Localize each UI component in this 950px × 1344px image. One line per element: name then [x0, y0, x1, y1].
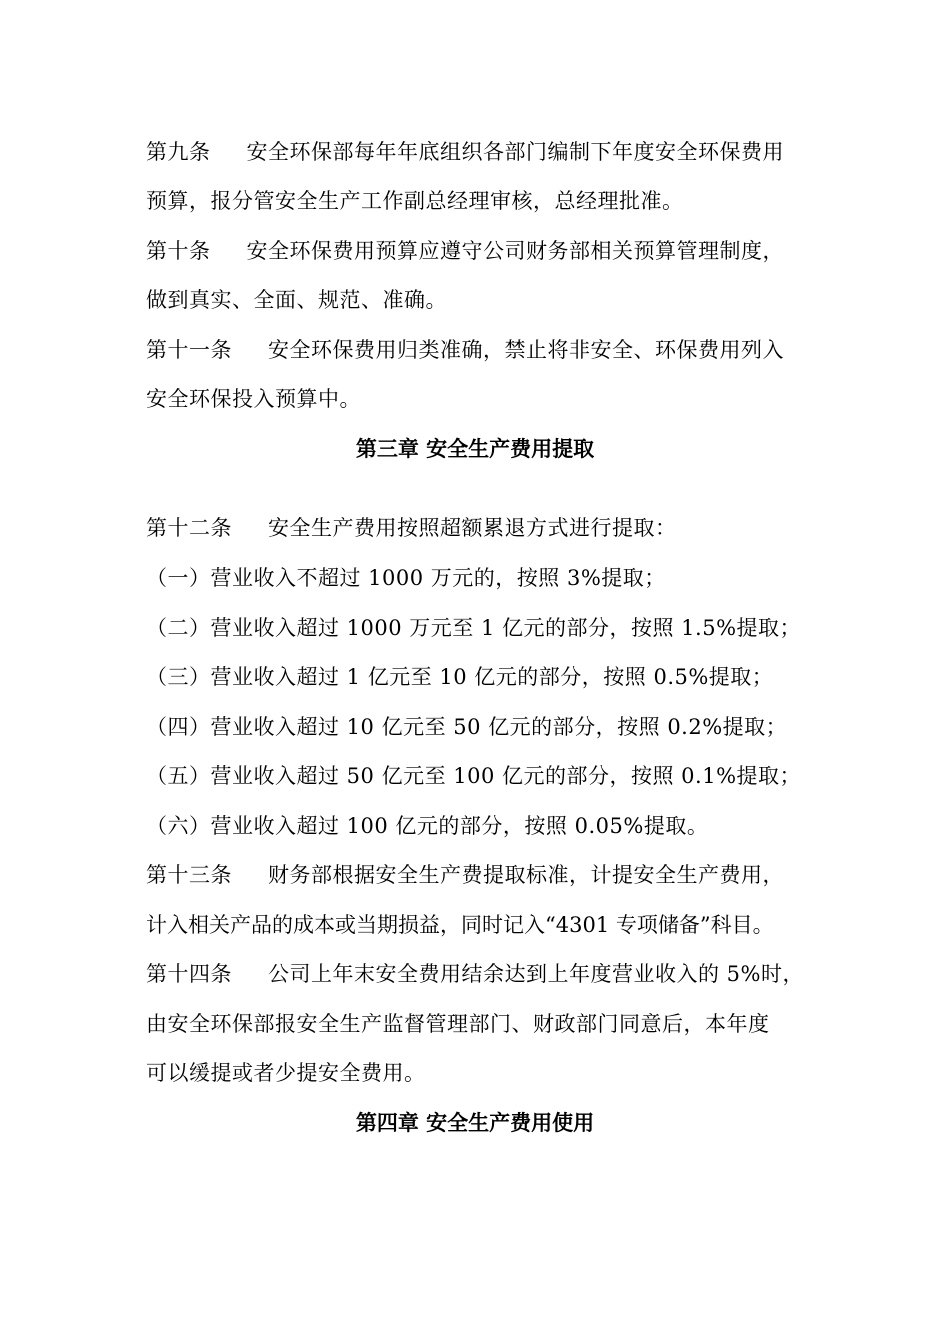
article-12-text-1: 安全生产费用按照超额累退方式进行提取：: [268, 516, 677, 540]
article-13-text-1: 财务部根据安全生产费提取标准，计提安全生产费用，: [268, 863, 784, 887]
article-12-line-1: [146, 513, 677, 543]
article-11-number: 第十一条: [146, 338, 232, 362]
article-11-line-1: [146, 335, 784, 365]
list-item-1: （一）营业收入不超过 1000 万元的，按照 3%提取；: [146, 566, 666, 590]
article-9-number: 第九条: [146, 140, 211, 164]
article-14-text-1: 公司上年末安全费用结余达到上年度营业收入的 5%时，: [268, 962, 804, 986]
article-14-line-1: [146, 959, 804, 989]
article-12-number: 第十二条: [146, 516, 232, 540]
list-item-5: （五）营业收入超过 50 亿元至 100 亿元的部分，按照 0.1%提取；: [146, 764, 802, 788]
article-10-text-1: 安全环保费用预算应遵守公司财务部相关预算管理制度，: [246, 239, 784, 263]
article-9-text-1: 安全环保部每年年底组织各部门编制下年度安全环保费用: [246, 140, 784, 164]
article-10-line-1: [146, 236, 784, 266]
list-item-3: （三）营业收入超过 1 亿元至 10 亿元的部分，按照 0.5%提取；: [146, 665, 774, 689]
list-item-6: （六）营业收入超过 100 亿元的部分，按照 0.05%提取。: [146, 814, 709, 838]
article-9-line-2: 预算，报分管安全生产工作副总经理审核，总经理批准。: [146, 189, 684, 213]
article-13-line-2: 计入相关产品的成本或当期损益，同时记入“4301 专项储备”科目。: [146, 913, 774, 937]
article-14-number: 第十四条: [146, 962, 232, 986]
list-item-4: （四）营业收入超过 10 亿元至 50 亿元的部分，按照 0.2%提取；: [146, 715, 788, 739]
article-13-line-1: [146, 860, 784, 890]
article-11-line-2: 安全环保投入预算中。: [146, 387, 361, 411]
article-10-number: 第十条: [146, 239, 211, 263]
article-9-line-1: [146, 137, 784, 167]
list-item-2: （二）营业收入超过 1000 万元至 1 亿元的部分，按照 1.5%提取；: [146, 616, 802, 640]
article-13-number: 第十三条: [146, 863, 232, 887]
article-10-line-2: 做到真实、全面、规范、准确。: [146, 288, 447, 312]
article-11-text-1: 安全环保费用归类准确，禁止将非安全、环保费用列入: [268, 338, 784, 362]
article-14-line-2: 由安全环保部报安全生产监督管理部门、财政部门同意后，本年度: [146, 1012, 770, 1036]
chapter-4-heading: 第四章 安全生产费用使用: [355, 1111, 595, 1135]
article-14-line-3: 可以缓提或者少提安全费用。: [146, 1061, 426, 1085]
chapter-3-heading: 第三章 安全生产费用提取: [355, 437, 595, 461]
